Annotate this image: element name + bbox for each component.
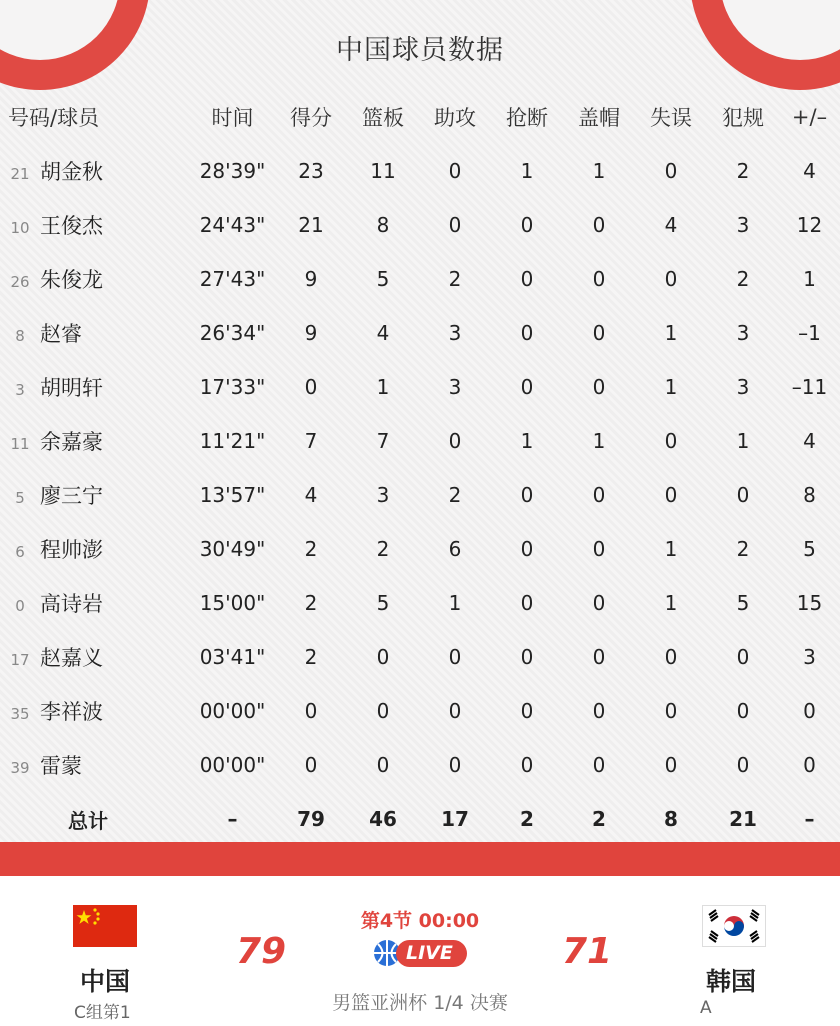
home-score: 79 (236, 931, 287, 972)
stat-points: 7 (304, 429, 318, 453)
player-cell (0, 630, 190, 684)
stat-time: 24'43" (199, 213, 266, 237)
red-divider-band (0, 842, 840, 876)
stat-plus-minus: 12 (796, 213, 823, 237)
player-cell (0, 468, 190, 522)
stat-fouls: 3 (736, 321, 750, 345)
stat-steals: 1 (520, 429, 534, 453)
stat-points: 0 (304, 375, 318, 399)
table-row[interactable] (0, 414, 840, 468)
stat-steals: 0 (520, 591, 534, 615)
column-header: 盖帽 (578, 106, 620, 130)
stat-rebounds: 11 (370, 159, 396, 183)
stat-blocks: 1 (592, 429, 606, 453)
totals-assists: 17 (441, 807, 469, 831)
stat-rebounds: 1 (376, 375, 390, 399)
player-name: 王俊杰 (40, 214, 103, 238)
stat-turnovers: 1 (664, 375, 678, 399)
stat-rebounds: 2 (376, 537, 390, 561)
stat-points: 4 (304, 483, 318, 507)
player-cell (0, 360, 190, 414)
table-row[interactable] (0, 360, 840, 414)
column-header: 失误 (650, 106, 692, 130)
competition-name: 男篮亚洲杯 1/4 决赛 (332, 992, 508, 1014)
stat-fouls: 1 (736, 429, 750, 453)
stat-blocks: 1 (592, 159, 606, 183)
player-cell (0, 684, 190, 738)
totals-row (0, 792, 840, 846)
stat-assists: 0 (448, 213, 462, 237)
player-cell (0, 144, 190, 198)
stat-fouls: 0 (736, 645, 750, 669)
table-row[interactable] (0, 252, 840, 306)
player-name: 余嘉豪 (40, 430, 103, 454)
stat-fouls: 2 (736, 159, 750, 183)
stat-assists: 6 (448, 537, 462, 561)
stat-time: 03'41" (199, 645, 266, 669)
jersey-number: 10 (10, 219, 30, 237)
stat-plus-minus: –1 (798, 321, 821, 345)
stat-points: 9 (304, 321, 318, 345)
stat-assists: 0 (448, 159, 462, 183)
stat-time: 13'57" (199, 483, 266, 507)
totals-rebounds: 46 (369, 807, 397, 831)
table-row[interactable] (0, 198, 840, 252)
home-team-name: 中国 (80, 967, 131, 996)
stat-turnovers: 0 (664, 159, 678, 183)
away-team-name: 韩国 (706, 967, 757, 996)
jersey-number: 3 (15, 381, 25, 399)
player-stats-table (0, 90, 840, 846)
stat-fouls: 0 (736, 699, 750, 723)
table-row[interactable] (0, 144, 840, 198)
stat-rebounds: 0 (376, 753, 390, 777)
stat-plus-minus: 5 (803, 537, 816, 561)
jersey-number: 39 (10, 759, 30, 777)
stat-steals: 1 (520, 159, 534, 183)
stat-time: 00'00" (199, 753, 266, 777)
stat-blocks: 0 (592, 213, 606, 237)
stat-fouls: 2 (736, 537, 750, 561)
stat-blocks: 0 (592, 645, 606, 669)
stat-turnovers: 1 (664, 537, 678, 561)
stat-turnovers: 0 (664, 753, 678, 777)
home-team-group: C组第1 (74, 1003, 131, 1023)
stat-assists: 0 (448, 645, 462, 669)
stat-turnovers: 1 (664, 591, 678, 615)
table-header-row (0, 90, 840, 144)
live-indicator[interactable] (372, 938, 467, 968)
stat-time: 27'43" (199, 267, 266, 291)
stat-rebounds: 4 (376, 321, 390, 345)
stat-rebounds: 7 (376, 429, 390, 453)
stat-time: 15'00" (199, 591, 266, 615)
stat-turnovers: 1 (664, 321, 678, 345)
table-row[interactable] (0, 306, 840, 360)
stat-blocks: 0 (592, 537, 606, 561)
stat-assists: 0 (448, 699, 462, 723)
stat-time: 28'39" (199, 159, 266, 183)
stat-steals: 0 (520, 321, 534, 345)
stat-points: 0 (304, 699, 318, 723)
away-team-group: A (700, 998, 712, 1018)
player-name: 赵嘉义 (40, 646, 103, 670)
jersey-number: 17 (10, 651, 30, 669)
stat-points: 2 (304, 645, 318, 669)
stat-assists: 2 (448, 483, 462, 507)
stat-fouls: 2 (736, 267, 750, 291)
player-cell (0, 306, 190, 360)
stat-blocks: 0 (592, 375, 606, 399)
stat-steals: 0 (520, 537, 534, 561)
game-period: 第4节 00:00 (360, 910, 480, 932)
stat-blocks: 0 (592, 753, 606, 777)
stat-fouls: 3 (736, 213, 750, 237)
stat-rebounds: 0 (376, 699, 390, 723)
stat-assists: 0 (448, 429, 462, 453)
stat-steals: 0 (520, 699, 534, 723)
stat-time: 00'00" (199, 699, 266, 723)
stat-points: 23 (298, 159, 324, 183)
player-cell (0, 576, 190, 630)
stat-points: 2 (304, 591, 318, 615)
stat-steals: 0 (520, 267, 534, 291)
totals-plus-minus: – (804, 807, 815, 831)
stat-blocks: 0 (592, 321, 606, 345)
stat-plus-minus: 4 (803, 429, 816, 453)
stat-plus-minus: 1 (803, 267, 816, 291)
stat-plus-minus: 0 (803, 753, 816, 777)
player-name: 胡明轩 (40, 376, 103, 400)
stat-plus-minus: 4 (803, 159, 816, 183)
stat-turnovers: 4 (664, 213, 678, 237)
stat-time: 17'33" (199, 375, 266, 399)
stat-points: 2 (304, 537, 318, 561)
table-row[interactable] (0, 630, 840, 684)
totals-points: 79 (297, 807, 325, 831)
jersey-number: 8 (15, 327, 25, 345)
stat-plus-minus: –11 (791, 375, 828, 399)
away-score: 71 (562, 931, 613, 972)
column-header: 号码/球员 (8, 106, 100, 130)
stat-steals: 0 (520, 483, 534, 507)
totals-blocks: 2 (592, 807, 606, 831)
player-name: 朱俊龙 (40, 268, 103, 292)
column-header: 时间 (211, 106, 254, 130)
player-cell (0, 198, 190, 252)
stat-assists: 3 (448, 375, 462, 399)
stat-rebounds: 3 (376, 483, 390, 507)
table-row[interactable] (0, 684, 840, 738)
stat-turnovers: 0 (664, 267, 678, 291)
stat-time: 11'21" (199, 429, 266, 453)
stat-time: 26'34" (199, 321, 266, 345)
totals-steals: 2 (520, 807, 534, 831)
stat-blocks: 0 (592, 699, 606, 723)
player-name: 雷蒙 (40, 754, 82, 778)
live-badge: LIVE (396, 940, 467, 967)
stat-steals: 0 (520, 375, 534, 399)
stat-assists: 0 (448, 753, 462, 777)
totals-time: – (227, 807, 238, 831)
stat-points: 21 (298, 213, 324, 237)
jersey-number: 0 (15, 597, 25, 615)
player-name: 程帅澎 (40, 538, 103, 562)
player-cell (0, 252, 190, 306)
stat-assists: 3 (448, 321, 462, 345)
column-header: 篮板 (362, 106, 404, 130)
table-row[interactable] (0, 738, 840, 792)
stat-turnovers: 0 (664, 645, 678, 669)
stat-fouls: 5 (736, 591, 750, 615)
player-cell (0, 414, 190, 468)
stat-plus-minus: 15 (796, 591, 823, 615)
stat-assists: 1 (448, 591, 462, 615)
page-title: 中国球员数据 (336, 35, 504, 66)
stat-fouls: 0 (736, 483, 750, 507)
player-name: 廖三宁 (40, 484, 103, 508)
table-row[interactable] (0, 576, 840, 630)
stat-time: 30'49" (199, 537, 266, 561)
player-name: 高诗岩 (40, 592, 103, 616)
stat-assists: 2 (448, 267, 462, 291)
jersey-number: 21 (10, 165, 30, 183)
column-header: +/– (791, 105, 828, 129)
stat-fouls: 0 (736, 753, 750, 777)
stat-rebounds: 5 (376, 267, 390, 291)
stat-blocks: 0 (592, 483, 606, 507)
totals-fouls: 21 (729, 807, 757, 831)
stat-steals: 0 (520, 753, 534, 777)
column-header: 抢断 (506, 106, 548, 130)
korea-flag-icon (702, 905, 766, 947)
table-row[interactable] (0, 468, 840, 522)
column-header: 助攻 (434, 106, 476, 130)
stat-turnovers: 0 (664, 699, 678, 723)
scoreboard[interactable] (0, 876, 840, 1026)
stat-turnovers: 0 (664, 483, 678, 507)
stat-blocks: 0 (592, 267, 606, 291)
stat-rebounds: 5 (376, 591, 390, 615)
stat-steals: 0 (520, 213, 534, 237)
player-cell (0, 738, 190, 792)
stat-rebounds: 0 (376, 645, 390, 669)
stat-points: 9 (304, 267, 318, 291)
stat-points: 0 (304, 753, 318, 777)
stat-plus-minus: 8 (803, 483, 816, 507)
stat-fouls: 3 (736, 375, 750, 399)
jersey-number: 5 (15, 489, 25, 507)
player-name: 李祥波 (40, 700, 103, 724)
table-row[interactable] (0, 522, 840, 576)
stat-turnovers: 0 (664, 429, 678, 453)
jersey-number: 26 (10, 273, 30, 291)
totals-label: 总计 (68, 808, 108, 833)
column-header: 得分 (290, 106, 332, 130)
stat-steals: 0 (520, 645, 534, 669)
stat-blocks: 0 (592, 591, 606, 615)
stat-rebounds: 8 (376, 213, 390, 237)
player-cell (0, 522, 190, 576)
jersey-number: 11 (10, 435, 30, 453)
stat-plus-minus: 0 (803, 699, 816, 723)
totals-turnovers: 8 (664, 807, 678, 831)
jersey-number: 6 (15, 543, 25, 561)
column-header: 犯规 (722, 106, 764, 130)
player-name: 赵睿 (40, 322, 82, 346)
player-name: 胡金秋 (40, 160, 103, 184)
jersey-number: 35 (10, 705, 30, 723)
stat-plus-minus: 3 (803, 645, 816, 669)
